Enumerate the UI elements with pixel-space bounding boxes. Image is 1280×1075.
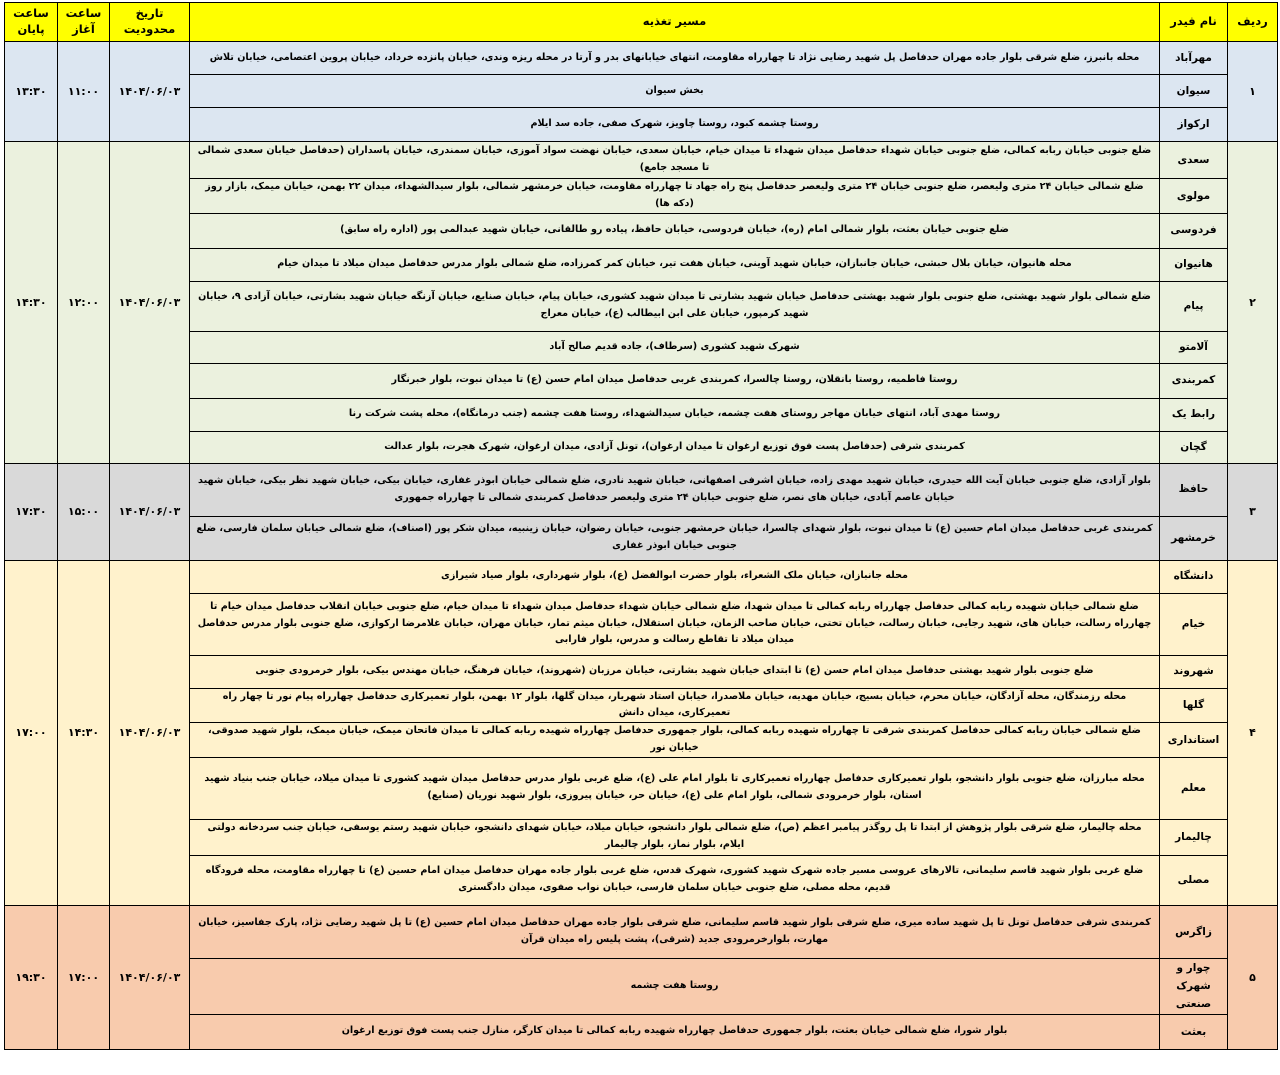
route-cell: ضلع جنوبی خیابان ربابه کمالی، ضلع جنوبی خیابان شهداء حدفاصل میدان شهداء تا میدان خیام، خیابان سعدی، خیابان نهضت سواد آموزی، خیابان سمندری، خیابان پاسداران (حدفاصل خیابان سعدی شمالی تا مسجد جامع)	[190, 142, 1160, 179]
feeder-name-cell: کمربندی	[1160, 363, 1228, 398]
feeder-name-cell: هانیوان	[1160, 248, 1228, 281]
table-row	[5, 431, 1278, 463]
route-cell: محله مبارزان، ضلع جنوبی بلوار دانشجو، بلوار تعمیرکاری حدفاصل چهارراه تعمیرکاری تا بلوار امام علی (ع)، ضلع غربی بلوار مدرس حدفاصل میدان شهید کشوری تا میدان میلاد، خیابان جنب بنیاد شهید استان، بلوار خرمرودی شمالی، بلوار امام علی (ع)، خیابان حر، خیابان پیروزی، بلوار شهید نوریان (صنایع)	[190, 757, 1160, 819]
table-row	[5, 42, 1278, 75]
header-date: تاریخ محدودیت	[110, 3, 190, 42]
route-cell: شهرک شهید کشوری (سرطاف)، جاده قدیم صالح آباد	[190, 331, 1160, 363]
route-cell: ضلع غربی بلوار شهید قاسم سلیمانی، تالارهای عروسی مسیر جاده شهرک شهید کشوری، شهرک قدس، ضلع غربی بلوار جاده مهران حدفاصل میدان امام حسین (ع) تا چهارراه مقاومت، محله فرودگاه قدیم، محله مصلی، ضلع جنوبی خیابان سلمان فارسی، خیابان نواب صفوی، میدان دادگستری	[190, 855, 1160, 905]
route-cell: ضلع شمالی خیابان ربابه کمالی حدفاصل کمربندی شرقی تا چهارراه شهیده ربابه کمالی، بلوار جمهوری حدفاصل چهارراه شهیده ربابه کمالی تا میدان فاتحان میمک، خیابان میمک، بلوار شهید صدوقی، خیابان نور	[190, 723, 1160, 758]
header-start-time: ساعت آغاز	[58, 3, 110, 42]
start-time-cell: ۱۱:۰۰	[58, 42, 110, 142]
feeder-name-cell: خیام	[1160, 593, 1228, 655]
feeder-name-cell: بعثت	[1160, 1014, 1228, 1049]
end-time-cell: ۱۳:۳۰	[5, 42, 58, 142]
route-cell: کمربندی غربی حدفاصل میدان امام حسین (ع) تا میدان نبوت، بلوار شهدای چالسرا، خیابان خرمشهر جنوبی، خیابان رضوان، خیابان زینبیه، میدان شکر پور (اصناف)، ضلع شمالی خیابان سلمان فارسی، ضلع جنوبی خیابان ابوذر غفاری	[190, 516, 1160, 560]
table-row	[5, 958, 1278, 1014]
table-row	[5, 179, 1278, 214]
table-row	[5, 688, 1278, 723]
table-row	[5, 108, 1278, 142]
route-cell: محله رزمندگان، محله آزادگان، خیابان محرم، خیابان بسیج، خیابان مهدیه، خیابان ملاصدرا، خیابان استاد شهریار، میدان گلها، بلوار ۱۲ بهمن، بلوار تعمیرکاری حدفاصل چهارراه پیام نور تا چهار راه تعمیرکاری، میدان دانش	[190, 688, 1160, 723]
date-cell: ۱۴۰۴/۰۶/۰۳	[110, 142, 190, 464]
route-cell: ضلع شمالی خیابان ۲۴ متری ولیعصر، ضلع جنوبی خیابان ۲۴ متری ولیعصر حدفاصل پنج راه جهاد تا چهارراه مقاومت، خیابان خرمشهر شمالی، بلوار سیدالشهداء، میدان ۲۲ بهمن، خیابان میمک، بازار روز (دکه ها)	[190, 179, 1160, 214]
table-row	[5, 905, 1278, 958]
table-row	[5, 1014, 1278, 1049]
feeder-name-cell: فردوسی	[1160, 213, 1228, 248]
route-cell: کمربندی شرقی (حدفاصل پست فوق توزیع ارغوان تا میدان ارغوان)، تونل آزادی، میدان ارغوان، شهرک هجرت، بلوار عدالت	[190, 431, 1160, 463]
route-cell: روستا فاطمیه، روستا بانقلان، روستا چالسرا، کمربندی غربی حدفاصل میدان امام حسن (ع) تا میدان نبوت، بلوار خبرنگار	[190, 363, 1160, 398]
start-time-cell: ۱۷:۰۰	[58, 905, 110, 1049]
route-cell: محله جانبازان، خیابان ملک الشعراء، بلوار حضرت ابوالفضل (ع)، بلوار شهرداری، بلوار صیاد شیرازی	[190, 560, 1160, 593]
route-cell: بلوار آزادی، ضلع جنوبی خیابان آیت الله حیدری، خیابان شهید مهدی زاده، خیابان اشرفی اصفهانی، خیابان شهید نادری، ضلع شمالی خیابان ابوذر غفاری، خیابان بیکی، خیابان شهید نظر بیکی، خیابان شهید خیابان عاصم آبادی، خیابان های نصر، ضلع جنوبی خیابان ۲۴ متری ولیعصر حدفاصل کمربندی شمالی تا چهارراه جمهوری	[190, 463, 1160, 516]
row-number-cell: ۳	[1228, 463, 1278, 560]
row-number-cell: ۲	[1228, 142, 1278, 464]
row-number-cell: ۱	[1228, 42, 1278, 142]
feeder-name-cell: پیام	[1160, 281, 1228, 331]
route-cell: بلوار شورا، ضلع شمالی خیابان بعثت، بلوار جمهوری حدفاصل چهارراه شهیده ربابه کمالی تا میدان کارگر، منازل جنب پست فوق توزیع ارغوان	[190, 1014, 1160, 1049]
feeder-name-cell: شهروند	[1160, 655, 1228, 688]
table-body	[5, 42, 1278, 1050]
feeder-name-cell: خرمشهر	[1160, 516, 1228, 560]
feeder-name-cell: حافظ	[1160, 463, 1228, 516]
table-row	[5, 855, 1278, 905]
route-cell: بخش سیوان	[190, 75, 1160, 108]
route-cell: محله بانبرز، ضلع شرقی بلوار جاده مهران حدفاصل پل شهید رضایی نژاد تا چهارراه مقاومت، انتهای خیابانهای بدر و آرتا در محله ریزه وندی، خیابان پانزده خرداد، خیابان پروین اعتصامی، خیابان تلاش	[190, 42, 1160, 75]
header-feeder-name: نام فیدر	[1160, 3, 1228, 42]
feeder-name-cell: استانداری	[1160, 723, 1228, 758]
route-cell: محله چالیمار، ضلع شرقی بلوار پژوهش از ابتدا تا پل روگذر پیامبر اعظم (ص)، ضلع شمالی بلوار دانشجو، خیابان میلاد، خیابان شهدای دانشجو، خیابان شهید رستم یوسفی، خیابان جنب سردخانه دولتی ایلام، بلوار نماز، بلوار چالیمار	[190, 819, 1160, 855]
end-time-cell: ۱۹:۳۰	[5, 905, 58, 1049]
table-row	[5, 593, 1278, 655]
table-row	[5, 655, 1278, 688]
table-row	[5, 281, 1278, 331]
route-cell: ضلع جنوبی بلوار شهید بهشتی حدفاصل میدان امام حسن (ع) تا ابتدای خیابان شهید بشارتی، خیابان مرزبان (شهروند)، خیابان فرهنگ، خیابان مهندس بیکی، بلوار خرمرودی جنوبی	[190, 655, 1160, 688]
table-row	[5, 398, 1278, 431]
feeder-name-cell: سیوان	[1160, 75, 1228, 108]
table-row	[5, 463, 1278, 516]
feeder-name-cell: مهرآباد	[1160, 42, 1228, 75]
table-row	[5, 213, 1278, 248]
header-end-time: ساعت پایان	[5, 3, 58, 42]
end-time-cell: ۱۴:۳۰	[5, 142, 58, 464]
route-cell: روستا هفت چشمه	[190, 958, 1160, 1014]
feeder-name-cell: ارکواز	[1160, 108, 1228, 142]
header-row-number: ردیف	[1228, 3, 1278, 42]
feeder-name-cell: چوار و شهرک صنعتی	[1160, 958, 1228, 1014]
start-time-cell: ۱۲:۰۰	[58, 142, 110, 464]
row-number-cell: ۴	[1228, 560, 1278, 905]
route-cell: روستا مهدی آباد، انتهای خیابان مهاجر روستای هفت چشمه، خیابان سیدالشهداء، روستا هفت چشمه (جنب درمانگاه)، محله پشت شرکت رنا	[190, 398, 1160, 431]
table-row	[5, 331, 1278, 363]
power-outage-schedule-table	[4, 2, 1278, 1050]
date-cell: ۱۴۰۴/۰۶/۰۳	[110, 905, 190, 1049]
table-row	[5, 516, 1278, 560]
date-cell: ۱۴۰۴/۰۶/۰۳	[110, 463, 190, 560]
feeder-name-cell: سعدی	[1160, 142, 1228, 179]
feeder-name-cell: رابط یک	[1160, 398, 1228, 431]
feeder-name-cell: چالیمار	[1160, 819, 1228, 855]
feeder-name-cell: زاگرس	[1160, 905, 1228, 958]
feeder-name-cell: آلامتو	[1160, 331, 1228, 363]
end-time-cell: ۱۷:۰۰	[5, 560, 58, 905]
header-row	[5, 3, 1278, 42]
table-row	[5, 248, 1278, 281]
start-time-cell: ۱۵:۰۰	[58, 463, 110, 560]
feeder-name-cell: دانشگاه	[1160, 560, 1228, 593]
route-cell: محله هانیوان، خیابان بلال حبشی، خیابان جانبازان، خیابان شهید آوینی، خیابان هفت تیر، خیابان کمر کمرزاده، ضلع شمالی بلوار مدرس حدفاصل میدان میلاد تا میدان خیام	[190, 248, 1160, 281]
row-number-cell: ۵	[1228, 905, 1278, 1049]
feeder-name-cell: مصلی	[1160, 855, 1228, 905]
feeder-name-cell: مولوی	[1160, 179, 1228, 214]
header-route: مسیر تغذیه	[190, 3, 1160, 42]
table-row	[5, 819, 1278, 855]
route-cell: روستا چشمه کبود، روستا چاویز، شهرک صفی، جاده سد ایلام	[190, 108, 1160, 142]
route-cell: ضلع شمالی خیابان شهیده ربابه کمالی حدفاصل چهارراه ربابه کمالی تا میدان شهدا، ضلع شمالی خیابان شهداء حدفاصل میدان شهداء تا میدان خیام، ضلع جنوبی خیابان انقلاب حدفاصل میدان خیام تا چهارراه رسالت، خیابان های، شهید رجایی، خیابان رسالت، خیابان تختی، خیابان صاحب الزمان، خیابان استقلال، خیابان میثم تمار، خیابان مهران، خیابان غلامرضا ارکوازی، ضلع جنوبی بلوار مدرس حدفاصل میدان میلاد تا تقاطع رسالت و مدرس، بلوار فارابی	[190, 593, 1160, 655]
feeder-name-cell: گچان	[1160, 431, 1228, 463]
route-cell: کمربندی شرقی حدفاصل تونل تا پل شهید ساده میری، ضلع شرقی بلوار شهید قاسم سلیمانی، ضلع شرقی بلوار جاده مهران حدفاصل میدان امام حسین (ع) تا پل شهید رضایی نژاد، پارک جفاسیز، خیابان مهارت، بلوارخرمرودی جدید (شرقی)، پشت پلیس راه میدان قرآن	[190, 905, 1160, 958]
table-row	[5, 363, 1278, 398]
date-cell: ۱۴۰۴/۰۶/۰۳	[110, 560, 190, 905]
table-row	[5, 757, 1278, 819]
feeder-name-cell: معلم	[1160, 757, 1228, 819]
table-row	[5, 75, 1278, 108]
route-cell: ضلع جنوبی خیابان بعثت، بلوار شمالی امام (ره)، خیابان فردوسی، خیابان حافظ، پیاده رو طالقانی، خیابان شهید عبدالمی پور (اداره راه سابق)	[190, 213, 1160, 248]
table-row	[5, 560, 1278, 593]
table-row	[5, 142, 1278, 179]
table-row	[5, 723, 1278, 758]
feeder-name-cell: گلها	[1160, 688, 1228, 723]
route-cell: ضلع شمالی بلوار شهید بهشتی، ضلع جنوبی بلوار شهید بهشتی حدفاصل خیابان شهید بشارتی تا میدان شهید کشوری، خیابان پیام، خیابان صنایع، خیابان آزنگه خیابان شهید بشارتی، خیابان آزادی ۹، خیابان شهید کرمپور، خیابان علی ابن ابیطالب (ع)، خیابان معراج	[190, 281, 1160, 331]
end-time-cell: ۱۷:۳۰	[5, 463, 58, 560]
start-time-cell: ۱۴:۳۰	[58, 560, 110, 905]
date-cell: ۱۴۰۴/۰۶/۰۳	[110, 42, 190, 142]
